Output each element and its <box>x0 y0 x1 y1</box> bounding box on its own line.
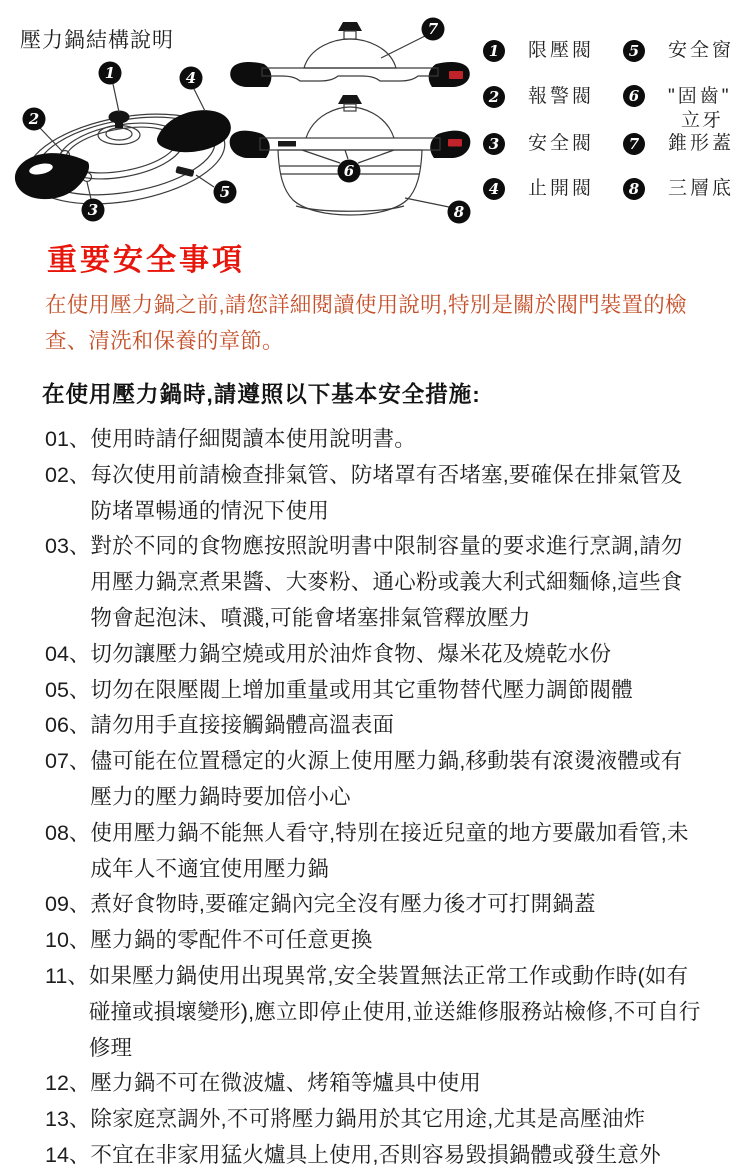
item-number: 13、 <box>45 1107 91 1132</box>
legend-label: 三層底 <box>668 178 735 199</box>
svg-text:3: 3 <box>87 201 99 219</box>
legend-label: 限壓閥 <box>528 40 595 61</box>
item-number: 10、 <box>45 928 91 953</box>
svg-text:6: 6 <box>343 162 355 180</box>
legend-number-badge: 2 <box>483 86 505 108</box>
parts-legend <box>473 28 750 236</box>
list-item <box>45 923 713 959</box>
legend-label-line1: "固齒" <box>668 86 732 107</box>
item-text: 切勿在限壓閥上增加重量或用其它重物替代壓力調節閥體 <box>90 677 633 702</box>
brand-badge <box>449 71 463 79</box>
callout-7 <box>381 18 445 59</box>
legend-item-1 <box>483 39 594 63</box>
list-item <box>45 422 713 458</box>
list-item <box>45 816 713 888</box>
safety-window-slot <box>175 166 194 177</box>
svg-text:5: 5 <box>219 183 231 201</box>
legend-item-4 <box>483 177 594 201</box>
list-item <box>45 887 713 923</box>
legend-number-badge: 1 <box>483 40 505 62</box>
list-item <box>45 529 713 636</box>
item-number: 07、 <box>45 749 91 774</box>
list-item <box>45 1138 713 1174</box>
safety-notice-heading: 重要安全事項 <box>47 244 245 277</box>
knob-cap <box>338 95 362 104</box>
item-number: 14、 <box>45 1142 91 1167</box>
item-number: 05、 <box>45 677 91 702</box>
item-text: 使用壓力鍋不能無人看守,特別在接近兒童的地方要嚴加看管,未成年人不適宜使用壓力鍋 <box>90 820 689 881</box>
page-title: 壓力鍋結構說明 <box>20 29 174 52</box>
item-text: 儘可能在位置穩定的火源上使用壓力鍋,移動裝有滾燙液體或有壓力的壓力鍋時要加倍小心 <box>90 749 683 809</box>
legend-item-8 <box>623 177 734 201</box>
legend-number-badge: 4 <box>483 178 505 200</box>
pot-side-view <box>230 95 471 215</box>
legend-number-badge: 5 <box>623 40 645 62</box>
list-item <box>45 673 713 709</box>
list-item <box>45 458 713 530</box>
item-number: 02、 <box>45 462 91 487</box>
pot-lid-dome <box>306 107 394 138</box>
brand-badge <box>448 139 462 147</box>
instructions-heading: 在使用壓力鍋時,請遵照以下基本安全措施: <box>42 382 481 407</box>
legend-item-6 <box>623 85 732 133</box>
legend-label: 安全閥 <box>528 133 595 154</box>
svg-text:2: 2 <box>28 110 40 128</box>
item-number: 04、 <box>45 641 91 666</box>
right-handle <box>157 110 231 152</box>
lid-perspective-diagram <box>8 56 240 226</box>
list-item <box>45 708 713 744</box>
list-item <box>45 744 713 816</box>
pressure-valve-knob <box>109 111 130 129</box>
item-number: 09、 <box>45 892 91 917</box>
legend-number-badge: 8 <box>623 178 645 200</box>
knob-cap <box>338 22 362 31</box>
svg-text:1: 1 <box>104 64 116 82</box>
item-number: 12、 <box>45 1071 91 1096</box>
item-number: 01、 <box>45 427 91 451</box>
legend-label: 安全窗 <box>668 40 735 61</box>
item-text: 除家庭烹調外,不可將壓力鍋用於其它用途,尤其是高壓油炸 <box>90 1107 646 1132</box>
callout-3 <box>82 199 105 222</box>
legend-label: 錐形蓋 <box>668 133 735 154</box>
list-item <box>45 637 713 673</box>
callout-2 <box>23 108 46 131</box>
svg-text:8: 8 <box>453 203 465 221</box>
callout-8 <box>405 198 471 224</box>
item-number: 06、 <box>45 713 91 738</box>
item-text: 煮好食物時,要確定鍋內完全沒有壓力後才可打開鍋蓋 <box>90 892 596 917</box>
lock-slider <box>278 141 296 147</box>
body-content <box>0 240 750 1174</box>
list-item <box>45 1066 713 1102</box>
svg-text:7: 7 <box>427 20 439 38</box>
legend-item-7 <box>623 132 734 156</box>
safety-notice-body: 在使用壓力鍋之前,請您詳細閱讀使用說明,特別是關於閥門裝置的檢查、清洗和保養的章節。 <box>45 293 687 353</box>
legend-label: 止開閥 <box>528 178 595 199</box>
item-text: 壓力鍋的零配件不可任意更換 <box>90 928 373 953</box>
item-text: 如果壓力鍋使用出現異常,安全裝置無法正常工作或動作時(如有碰撞或損壞變形),應立即停止使用,並送維修服務站檢修,不可自行修理 <box>88 963 701 1060</box>
item-text: 對於不同的食物應按照說明書中限制容量的要求進行烹調,請勿用壓力鍋烹煮果醬、大麥粉、通心粉或義大利式細麵條,這些食物會起泡沫、噴濺,可能會堵塞排氣管釋放壓力 <box>90 534 683 630</box>
item-text: 切勿讓壓力鍋空燒或用於油炸食物、爆米花及燒乾水份 <box>90 641 612 666</box>
item-number: 11、 <box>45 963 89 988</box>
legend-number-badge: 3 <box>483 133 505 155</box>
svg-text:4: 4 <box>185 69 197 87</box>
legend-number-badge: 6 <box>623 85 645 107</box>
item-text: 請勿用手直接接觸鍋體高溫表面 <box>90 713 395 738</box>
left-handle <box>15 153 89 199</box>
callout-4 <box>180 67 203 90</box>
legend-label-line2: 立牙 <box>681 110 724 131</box>
list-item <box>45 959 713 1066</box>
item-text: 不宜在非家用猛火爐具上使用,否則容易毀損鍋體或發生意外 <box>90 1142 661 1167</box>
cone-lid-dome <box>304 39 396 68</box>
legend-label: 報警閥 <box>528 86 595 107</box>
side-view-diagram <box>228 16 476 234</box>
legend-number-badge: 7 <box>623 133 645 155</box>
legend-item-2 <box>483 85 594 109</box>
item-text: 使用時請仔細閱讀本使用說明書。 <box>90 427 416 451</box>
item-text: 每次使用前請檢查排氣管、防堵罩有否堵塞,要確保在排氣管及防堵罩暢通的情況下使用 <box>90 462 683 523</box>
safety-instructions-list <box>45 422 713 1174</box>
item-number: 03、 <box>45 534 91 559</box>
list-item <box>45 1102 713 1138</box>
legend-item-5 <box>623 39 734 63</box>
legend-item-3 <box>483 132 594 156</box>
legend-label <box>668 85 732 133</box>
callout-1 <box>99 62 122 85</box>
item-number: 08、 <box>45 820 91 845</box>
item-text: 壓力鍋不可在微波爐、烤箱等爐具中使用 <box>90 1071 482 1096</box>
